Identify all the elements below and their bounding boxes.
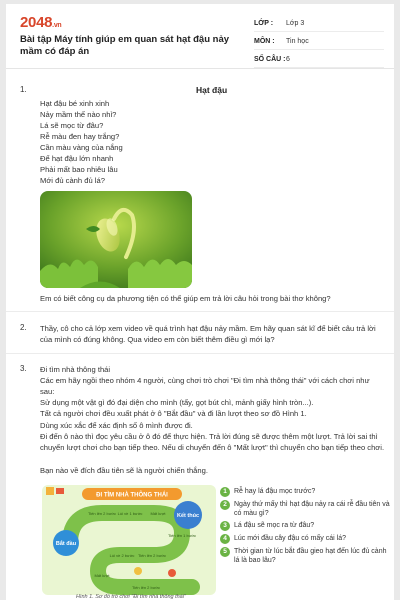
divider: [6, 311, 394, 312]
question-3-para: Các em hãy ngồi theo nhóm 4 người, cùng chơi trò chơi "Đi tìm nhà thông thái" với cách chơi như sau:: [40, 376, 370, 396]
question-2-text: Thầy, cô cho cả lớp xem video về quá trình hạt đậu nảy mầm. Em hãy quan sát kĩ để biết câu trả lời của mình có đúng không. Qua video em còn biết thêm điều gì mới lạ?: [40, 324, 376, 344]
board-finish: Kết thúc: [177, 513, 199, 519]
logo-main: 2048: [20, 14, 53, 31]
figure-caption: Hình 1. Sơ đồ trò chơi "Đi tìm nhà thông thái": [76, 594, 186, 600]
header: [6, 4, 394, 69]
question-1-text: Em có biết công cụ da phương tiện có thể giúp em trả lời câu hỏi trong bài thơ không?: [40, 294, 331, 303]
question-badge: 5: [220, 547, 230, 557]
divider: [6, 353, 394, 354]
game-board-illustration: [42, 485, 216, 595]
board-cell: Tiến lên 2 bước: [131, 585, 161, 590]
question-3-para: Dùng xúc xắc để xác định số ô mình được đi.: [40, 421, 193, 430]
question-badge: 1: [220, 487, 230, 497]
board-cell: Lùi về 1 bước: [117, 511, 143, 516]
meta-key: SỐ CÂU :: [254, 56, 286, 63]
question-badge: 2: [220, 500, 230, 510]
poem-title: Hạt đậu: [196, 85, 228, 95]
game-questions: [220, 487, 392, 568]
game-question-text: Rễ hay lá đậu mọc trước?: [234, 488, 316, 495]
poem-line: Lá sẽ mọc từ đâu?: [40, 121, 104, 130]
board-banner: ĐI TÌM NHÀ THÔNG THÁI: [96, 492, 168, 499]
board-cell: Tiến lên 2 bước: [137, 553, 167, 558]
worksheet: [6, 4, 394, 600]
board-cell: Tiến lên 1 bước: [167, 533, 197, 538]
question-3-para: Sử dụng một vật gì đó đại diện cho mình (tẩy, gọt bút chì, mảnh giấy hình tròn...).: [40, 398, 314, 407]
game-question: [220, 534, 392, 544]
meta-row-count: [254, 52, 384, 68]
question-3-heading: Đi tìm nhà thông thái: [40, 365, 111, 374]
bean-sprout-photo: [40, 191, 192, 288]
poem: [40, 98, 240, 186]
poem-line: Mới đủ cành đủ lá?: [40, 176, 105, 185]
board-cell: Tiến lên 2 bước: [87, 511, 117, 516]
game-question-text: Ngày thứ mấy thì hạt đậu nảy ra cái rễ đầu tiên và có màu gì?: [234, 501, 390, 517]
poem-line: Để hạt đậu lớn nhanh: [40, 154, 114, 163]
page-title: Bài tập Máy tính giúp em quan sát hạt đậu nảy mầm có đáp án: [20, 34, 230, 57]
meta-key: MÔN :: [254, 38, 275, 45]
game-question-text: Thời gian từ lúc bắt đầu gieo hạt đến lúc đủ cành lá là bao lâu?: [234, 548, 387, 564]
meta-value: Lớp 3: [286, 20, 305, 27]
board-start: Bắt đầu: [55, 541, 77, 547]
poem-line: Hạt đậu bé xinh xinh: [40, 99, 110, 108]
question-badge: 4: [220, 534, 230, 544]
poem-line: Nảy mầm thế nào nhỉ?: [40, 110, 117, 119]
question-3-para: Bạn nào về đích đầu tiên sẽ là người chiến thắng.: [40, 466, 208, 475]
game-question: [220, 500, 392, 518]
question-2-number: 2.: [20, 323, 27, 332]
question-3-para: Tất cả người chơi đều xuất phát ở ô "Bắt đầu" và đi lần lượt theo sơ đồ Hình 1.: [40, 409, 307, 418]
meta-row-grade: [254, 16, 384, 32]
meta-value: Tin học: [286, 38, 309, 45]
question-3-number: 3.: [20, 364, 27, 373]
meta-row-subject: [254, 34, 384, 50]
game-question-text: Lá đậu sẽ mọc ra từ đâu?: [234, 522, 315, 529]
game-question: [220, 487, 392, 497]
question-3-para: Đi đến ô nào thì đọc yêu cầu ở ô đó để thực hiện. Trả lời đúng sẽ được thêm một lượt. Trả lời sai thì chuyển lượt chơi cho bạn tiếp theo. Nếu di chuyển đến ô "Mất lượt" thì chuyển cho bạn tiếp theo chơi.: [40, 432, 385, 452]
logo-suffix: .vn: [52, 22, 62, 29]
question-1-number: 1.: [20, 85, 27, 94]
game-question-text: Lúc mới đầu cây đậu có mấy cái lá?: [234, 535, 346, 542]
board-cell: Lùi về 2 bước: [109, 553, 135, 558]
poem-line: Rễ màu đen hay trắng?: [40, 132, 120, 141]
question-badge: 3: [220, 521, 230, 531]
poem-line: Phải mất bao nhiêu lâu: [40, 165, 118, 174]
game-question: [220, 547, 392, 565]
game-question: [220, 521, 392, 531]
poem-line: Cần màu vàng của nắng: [40, 143, 123, 152]
board-cell: Mất lượt: [94, 573, 110, 578]
board-cell: Mất lượt: [150, 511, 166, 516]
logo[interactable]: [20, 14, 61, 31]
meta-info: [254, 16, 384, 70]
meta-key: LỚP :: [254, 20, 274, 27]
meta-value: 6: [286, 56, 290, 63]
